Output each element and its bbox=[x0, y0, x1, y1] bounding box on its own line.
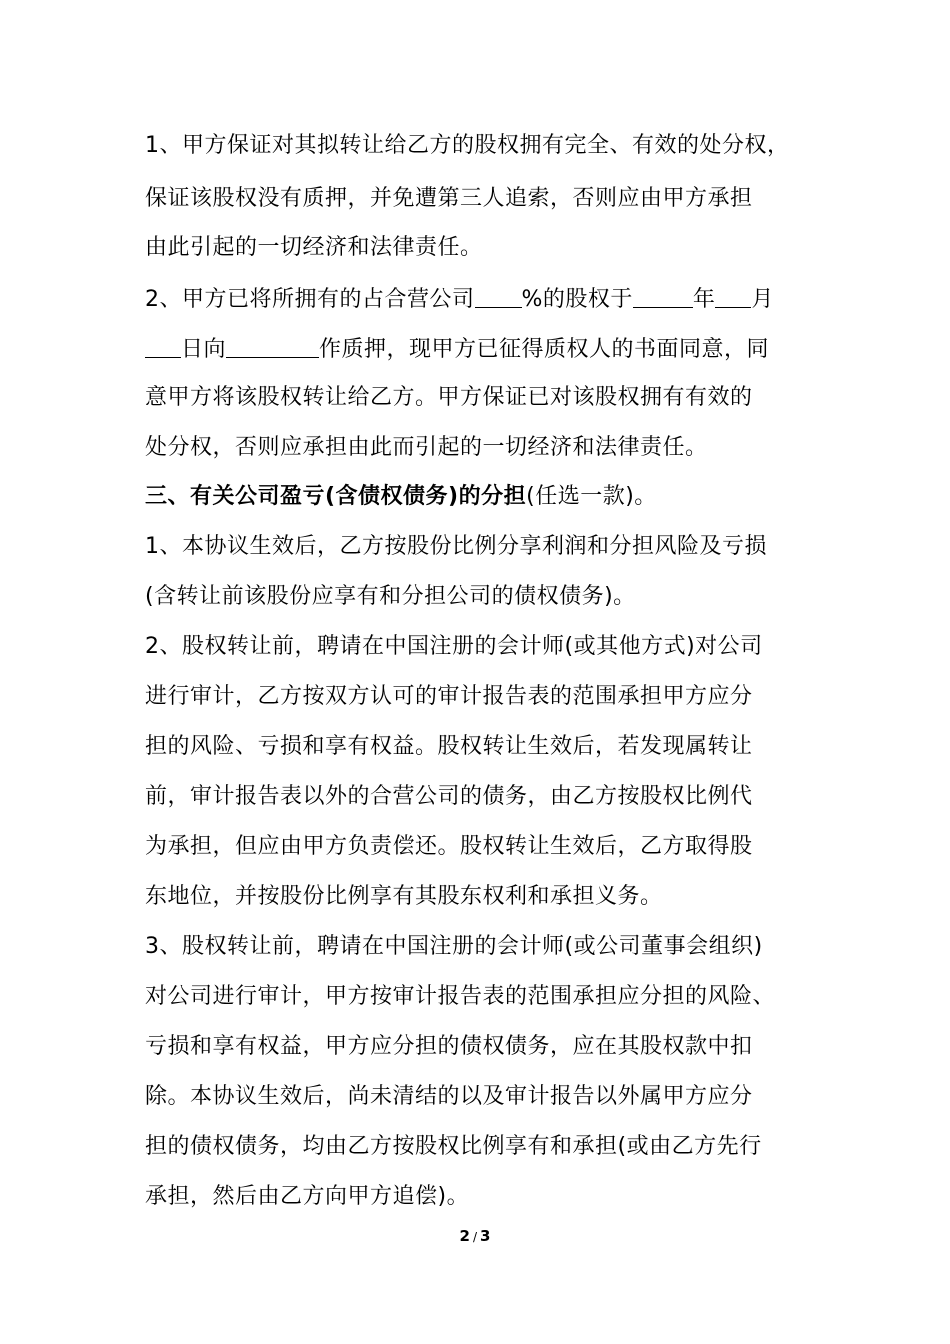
text-segment: %的股权于 bbox=[521, 287, 633, 312]
current-page: 2 bbox=[459, 1227, 470, 1245]
text-line: 对公司进行审计，甲方按审计报告表的范围承担应分担的风险、 bbox=[145, 984, 776, 1009]
text-line: 意甲方将该股权转让给乙方。甲方保证已对该股权拥有有效的 bbox=[145, 385, 753, 410]
text-line: 2、股权转让前，聘请在中国注册的会计师(或其他方式)对公司 bbox=[145, 634, 763, 659]
fill-blank-month bbox=[715, 283, 751, 308]
text-line: 进行审计，乙方按双方认可的审计报告表的范围承担甲方应分 bbox=[145, 684, 753, 709]
text-line: 1、甲方保证对其拟转让给乙方的股权拥有完全、有效的处分权， bbox=[145, 133, 790, 158]
page-number bbox=[0, 1226, 950, 1247]
total-pages: 3 bbox=[480, 1227, 491, 1245]
text-line: 为承担，但应由甲方负责偿还。股权转让生效后，乙方取得股 bbox=[145, 834, 753, 859]
text-line: 亏损和享有权益，甲方应分担的债权债务，应在其股权款中扣 bbox=[145, 1034, 753, 1059]
fill-blank-year bbox=[633, 283, 693, 308]
fill-blank-pledgee bbox=[226, 333, 319, 358]
text-line bbox=[145, 283, 774, 315]
text-line: 承担，然后由乙方向甲方追偿)。 bbox=[145, 1184, 470, 1209]
page-separator: / bbox=[472, 1230, 478, 1244]
text-line: 前，审计报告表以外的合营公司的债务，由乙方按股权比例代 bbox=[145, 784, 753, 809]
text-line: 3、股权转让前，聘请在中国注册的会计师(或公司董事会组织) bbox=[145, 934, 763, 959]
section-heading bbox=[145, 482, 657, 512]
text-line: 除。本协议生效后，尚未清结的以及审计报告以外属甲方应分 bbox=[145, 1084, 753, 1109]
text-line: 担的债权债务，均由乙方按股权比例享有和承担(或由乙方先行 bbox=[145, 1134, 762, 1159]
heading-text: (任选一款)。 bbox=[526, 484, 657, 509]
text-line: 处分权，否则应承担由此而引起的一切经济和法律责任。 bbox=[145, 435, 708, 460]
text-segment: 日向 bbox=[181, 337, 227, 362]
text-line: 1、本协议生效后，乙方按股份比例分享利润和分担风险及亏损 bbox=[145, 534, 767, 559]
text-line bbox=[145, 333, 769, 365]
text-segment: 年 bbox=[692, 287, 716, 312]
heading-bold-text: 三、有关公司盈亏(含债权债务)的分担 bbox=[145, 484, 527, 509]
text-line: 东地位，并按股份比例享有其股东权利和承担义务。 bbox=[145, 884, 663, 909]
fill-blank-day bbox=[145, 333, 181, 358]
text-segment: 月 bbox=[751, 287, 774, 312]
fill-blank-percent bbox=[475, 283, 522, 308]
text-segment: 作质押，现甲方已征得质权人的书面同意，同 bbox=[319, 337, 770, 362]
text-line: 由此引起的一切经济和法律责任。 bbox=[145, 235, 483, 260]
text-segment: 2、甲方已将所拥有的占合营公司 bbox=[145, 287, 475, 312]
text-line: 保证该股权没有质押，并免遭第三人追索，否则应由甲方承担 bbox=[145, 186, 753, 211]
text-line: 担的风险、亏损和享有权益。股权转让生效后，若发现属转让 bbox=[145, 734, 753, 759]
text-line: (含转让前该股份应享有和分担公司的债权债务)。 bbox=[145, 584, 636, 609]
